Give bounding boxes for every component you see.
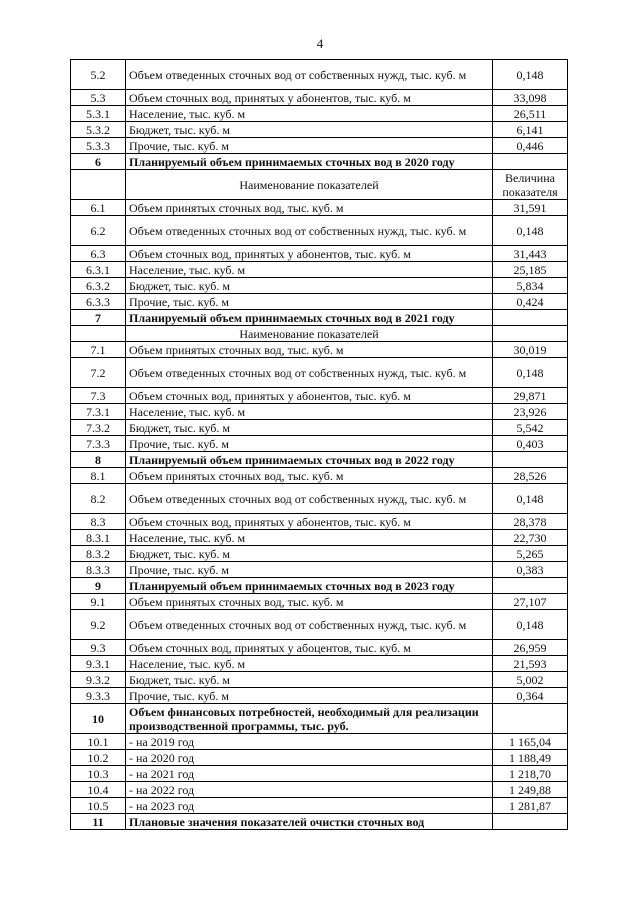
indicator-name-cell: Прочие, тыс. куб. м xyxy=(126,436,493,452)
table-row xyxy=(71,546,568,562)
table-row xyxy=(71,200,568,216)
section-number-cell: 8 xyxy=(71,452,126,468)
table-header-row xyxy=(71,170,568,200)
indicator-value-cell: 0,148 xyxy=(493,60,568,90)
section-title-cell: Планируемый объем принимаемых сточных вод в 2022 году xyxy=(126,452,493,468)
table-row xyxy=(71,216,568,246)
indicator-value-cell: 1 281,87 xyxy=(493,798,568,814)
indicator-value-cell: 27,107 xyxy=(493,594,568,610)
table-row xyxy=(71,610,568,640)
indicator-name-cell: Объем отведенных сточных вод от собственных нужд, тыс. куб. м xyxy=(126,60,493,90)
indicator-value-cell: 0,148 xyxy=(493,216,568,246)
row-number-cell: 8.3.1 xyxy=(71,530,126,546)
indicator-name-cell: Прочие, тыс. куб. м xyxy=(126,562,493,578)
table-row xyxy=(71,750,568,766)
indicator-name-cell: Объем принятых сточных вод, тыс. куб. м xyxy=(126,200,493,216)
indicator-name-cell: - на 2019 год xyxy=(126,734,493,750)
section-number-cell: 6 xyxy=(71,154,126,170)
indicator-value-cell: 26,959 xyxy=(493,640,568,656)
indicator-value-cell: 33,098 xyxy=(493,90,568,106)
table-row xyxy=(71,138,568,154)
row-number-cell: 10.5 xyxy=(71,798,126,814)
indicator-name-cell: Объем сточных вод, принятых у абоцентов, тыс. куб. м xyxy=(126,640,493,656)
indicator-value-cell: 5,002 xyxy=(493,672,568,688)
section-row xyxy=(71,814,568,830)
row-number-cell: 10.1 xyxy=(71,734,126,750)
row-number-cell: 6.3.1 xyxy=(71,262,126,278)
table-row xyxy=(71,468,568,484)
indicator-name-cell: Объем отведенных сточных вод от собственных нужд, тыс. куб. м xyxy=(126,484,493,514)
indicator-value-cell: 5,542 xyxy=(493,420,568,436)
indicator-name-cell: Бюджет, тыс. куб. м xyxy=(126,278,493,294)
row-number-cell: 6.1 xyxy=(71,200,126,216)
table-row xyxy=(71,688,568,704)
table-row xyxy=(71,404,568,420)
indicator-name-cell: Объем принятых сточных вод, тыс. куб. м xyxy=(126,594,493,610)
indicator-value-cell: 0,148 xyxy=(493,610,568,640)
indicator-name-cell: Население, тыс. куб. м xyxy=(126,656,493,672)
indicator-value-cell: 21,593 xyxy=(493,656,568,672)
section-value-cell xyxy=(493,310,568,326)
row-number-cell xyxy=(71,170,126,200)
row-number-cell: 5.3.2 xyxy=(71,122,126,138)
section-number-cell: 10 xyxy=(71,704,126,734)
indicator-name-cell: - на 2023 год xyxy=(126,798,493,814)
row-number-cell: 5.2 xyxy=(71,60,126,90)
header-name-cell: Наименование показателей xyxy=(126,170,493,200)
section-row xyxy=(71,452,568,468)
section-value-cell xyxy=(493,452,568,468)
table-row xyxy=(71,358,568,388)
indicator-value-cell: 29,871 xyxy=(493,388,568,404)
indicator-name-cell: Объем отведенных сточных вод от собственных нужд, тыс. куб. м xyxy=(126,610,493,640)
table-row xyxy=(71,246,568,262)
indicator-value-cell: 25,185 xyxy=(493,262,568,278)
indicator-value-cell: 5,265 xyxy=(493,546,568,562)
section-row xyxy=(71,704,568,734)
indicator-name-cell: Прочие, тыс. куб. м xyxy=(126,688,493,704)
indicator-value-cell: 26,511 xyxy=(493,106,568,122)
indicator-value-cell: 0,424 xyxy=(493,294,568,310)
table-row xyxy=(71,782,568,798)
indicator-name-cell: - на 2022 год xyxy=(126,782,493,798)
row-number-cell: 6.3.3 xyxy=(71,294,126,310)
indicator-name-cell: Объем сточных вод, принятых у абонентов, тыс. куб. м xyxy=(126,90,493,106)
indicator-value-cell: 1 165,04 xyxy=(493,734,568,750)
indicator-value-cell: 30,019 xyxy=(493,342,568,358)
indicator-value-cell: 28,526 xyxy=(493,468,568,484)
table-header-row xyxy=(71,326,568,342)
indicator-name-cell: Объем сточных вод, принятых у абонентов, тыс. куб. м xyxy=(126,388,493,404)
section-title-cell: Планируемый объем принимаемых сточных вод в 2020 году xyxy=(126,154,493,170)
indicator-value-cell: 22,730 xyxy=(493,530,568,546)
table-row xyxy=(71,766,568,782)
row-number-cell: 10.4 xyxy=(71,782,126,798)
indicator-value-cell: 1 218,70 xyxy=(493,766,568,782)
header-value-cell: Величина показателя xyxy=(493,170,568,200)
table-row xyxy=(71,436,568,452)
page-number: 4 xyxy=(316,36,324,51)
row-number-cell xyxy=(71,326,126,342)
section-row xyxy=(71,310,568,326)
indicator-name-cell: Объем сточных вод, принятых у абонентов, тыс. куб. м xyxy=(126,246,493,262)
table-row xyxy=(71,640,568,656)
row-number-cell: 7.2 xyxy=(71,358,126,388)
indicator-value-cell: 31,443 xyxy=(493,246,568,262)
table-row xyxy=(71,342,568,358)
row-number-cell: 9.2 xyxy=(71,610,126,640)
indicator-value-cell: 0,446 xyxy=(493,138,568,154)
indicator-name-cell: Население, тыс. куб. м xyxy=(126,262,493,278)
table-row xyxy=(71,734,568,750)
indicator-name-cell: Население, тыс. куб. м xyxy=(126,404,493,420)
row-number-cell: 6.3 xyxy=(71,246,126,262)
row-number-cell: 9.3.3 xyxy=(71,688,126,704)
indicator-name-cell: Объем отведенных сточных вод от собственных нужд, тыс. куб. м xyxy=(126,216,493,246)
indicator-name-cell: Население, тыс. куб. м xyxy=(126,106,493,122)
table-row xyxy=(71,798,568,814)
indicator-name-cell: Бюджет, тыс. куб. м xyxy=(126,420,493,436)
row-number-cell: 9.3.1 xyxy=(71,656,126,672)
table-row xyxy=(71,562,568,578)
indicator-name-cell: Население, тыс. куб. м xyxy=(126,530,493,546)
table-row xyxy=(71,530,568,546)
indicators-table-body xyxy=(71,60,568,830)
row-number-cell: 6.3.2 xyxy=(71,278,126,294)
section-value-cell xyxy=(493,814,568,830)
section-row xyxy=(71,578,568,594)
section-number-cell: 7 xyxy=(71,310,126,326)
row-number-cell: 8.1 xyxy=(71,468,126,484)
row-number-cell: 9.3 xyxy=(71,640,126,656)
indicator-value-cell: 0,148 xyxy=(493,358,568,388)
table-row xyxy=(71,294,568,310)
row-number-cell: 9.3.2 xyxy=(71,672,126,688)
table-row xyxy=(71,262,568,278)
section-value-cell xyxy=(493,578,568,594)
table-row xyxy=(71,594,568,610)
indicator-name-cell: Объем отведенных сточных вод от собственных нужд, тыс. куб. м xyxy=(126,358,493,388)
indicator-name-cell: Прочие, тыс. куб. м xyxy=(126,138,493,154)
row-number-cell: 8.3.3 xyxy=(71,562,126,578)
table-row xyxy=(71,420,568,436)
row-number-cell: 7.3 xyxy=(71,388,126,404)
row-number-cell: 8.3 xyxy=(71,514,126,530)
table-row xyxy=(71,514,568,530)
indicator-value-cell: 0,403 xyxy=(493,436,568,452)
indicator-name-cell: Бюджет, тыс. куб. м xyxy=(126,122,493,138)
indicator-value-cell: 0,364 xyxy=(493,688,568,704)
indicator-name-cell: - на 2021 год xyxy=(126,766,493,782)
section-value-cell xyxy=(493,154,568,170)
header-value-cell xyxy=(493,326,568,342)
row-number-cell: 8.3.2 xyxy=(71,546,126,562)
indicator-name-cell: Прочие, тыс. куб. м xyxy=(126,294,493,310)
table-row xyxy=(71,122,568,138)
indicator-value-cell: 28,378 xyxy=(493,514,568,530)
section-title-cell: Планируемый объем принимаемых сточных вод в 2023 году xyxy=(126,578,493,594)
row-number-cell: 5.3.1 xyxy=(71,106,126,122)
table-row xyxy=(71,672,568,688)
section-row xyxy=(71,154,568,170)
row-number-cell: 5.3 xyxy=(71,90,126,106)
row-number-cell: 7.1 xyxy=(71,342,126,358)
indicator-value-cell: 0,148 xyxy=(493,484,568,514)
section-title-cell: Плановые значения показателей очистки сточных вод xyxy=(126,814,493,830)
indicator-value-cell: 1 188,49 xyxy=(493,750,568,766)
row-number-cell: 10.2 xyxy=(71,750,126,766)
section-title-cell: Планируемый объем принимаемых сточных вод в 2021 году xyxy=(126,310,493,326)
row-number-cell: 5.3.3 xyxy=(71,138,126,154)
table-row xyxy=(71,278,568,294)
indicator-value-cell: 5,834 xyxy=(493,278,568,294)
table-row xyxy=(71,60,568,90)
table-row xyxy=(71,106,568,122)
header-name-cell: Наименование показателей xyxy=(126,326,493,342)
indicator-value-cell: 23,926 xyxy=(493,404,568,420)
indicator-value-cell: 1 249,88 xyxy=(493,782,568,798)
indicator-name-cell: Бюджет, тыс. куб. м xyxy=(126,672,493,688)
row-number-cell: 8.2 xyxy=(71,484,126,514)
indicator-name-cell: Бюджет, тыс. куб. м xyxy=(126,546,493,562)
indicator-name-cell: Объем принятых сточных вод, тыс. куб. м xyxy=(126,468,493,484)
table-row xyxy=(71,656,568,672)
indicators-table xyxy=(70,59,568,830)
section-number-cell: 9 xyxy=(71,578,126,594)
indicator-value-cell: 6,141 xyxy=(493,122,568,138)
row-number-cell: 10.3 xyxy=(71,766,126,782)
indicator-name-cell: Объем сточных вод, принятых у абонентов, тыс. куб. м xyxy=(126,514,493,530)
section-value-cell xyxy=(493,704,568,734)
row-number-cell: 6.2 xyxy=(71,216,126,246)
row-number-cell: 9.1 xyxy=(71,594,126,610)
table-row xyxy=(71,90,568,106)
section-title-cell: Объем финансовых потребностей, необходимый для реализации производственной программы, тыс. руб. xyxy=(126,704,493,734)
table-row xyxy=(71,388,568,404)
indicator-value-cell: 31,591 xyxy=(493,200,568,216)
row-number-cell: 7.3.3 xyxy=(71,436,126,452)
section-number-cell: 11 xyxy=(71,814,126,830)
indicator-name-cell: Объем принятых сточных вод, тыс. куб. м xyxy=(126,342,493,358)
row-number-cell: 7.3.1 xyxy=(71,404,126,420)
indicator-name-cell: - на 2020 год xyxy=(126,750,493,766)
table-row xyxy=(71,484,568,514)
row-number-cell: 7.3.2 xyxy=(71,420,126,436)
indicator-value-cell: 0,383 xyxy=(493,562,568,578)
